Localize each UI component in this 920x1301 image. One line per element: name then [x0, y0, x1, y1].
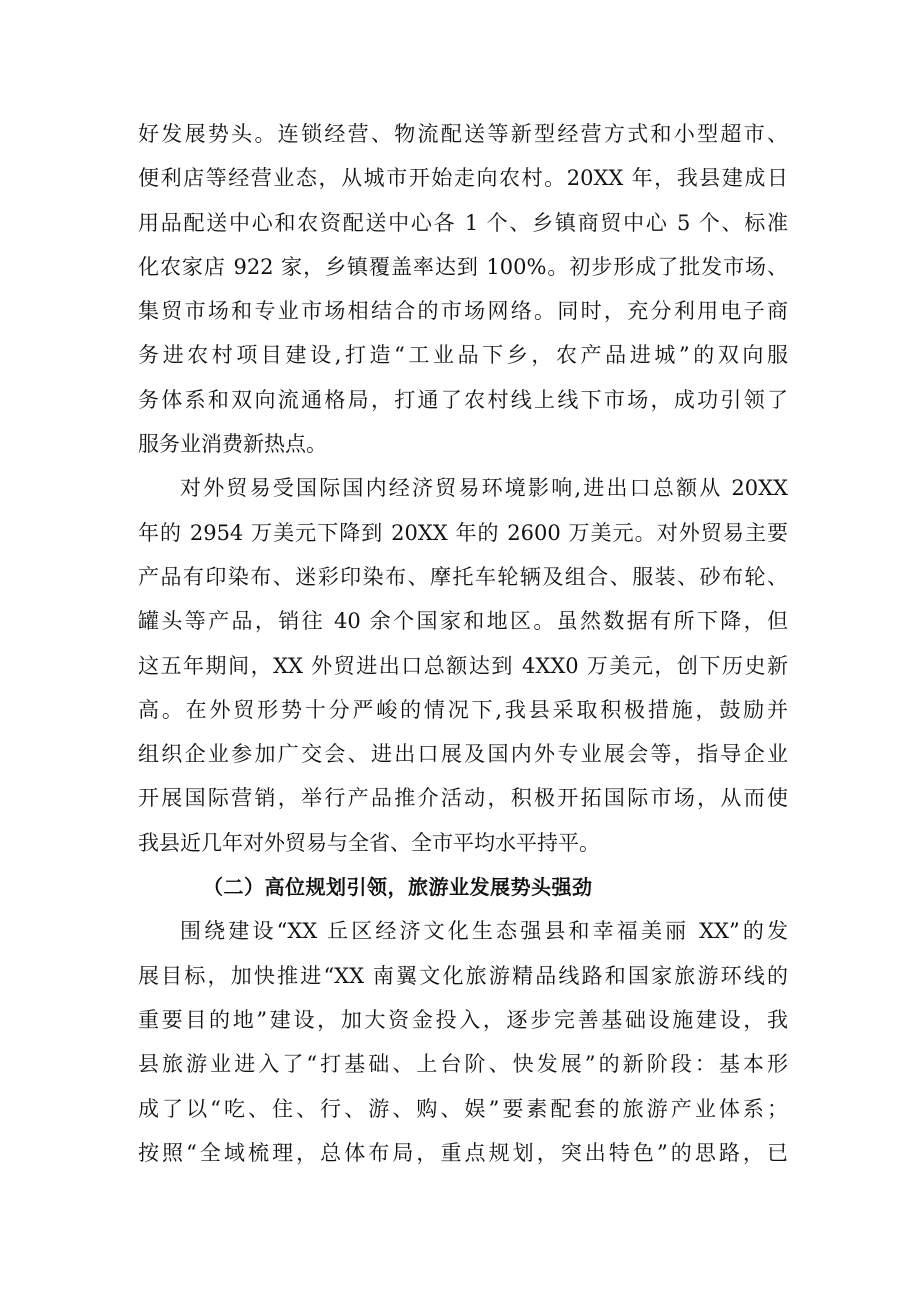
paragraph-foreign-trade [138, 466, 788, 865]
text-line: 重要目的地”建设，加大资金投入，逐步完善基础设施建设，我 [138, 1007, 788, 1032]
text-line: 服务业消费新热点。 [138, 432, 327, 457]
text-line: 围绕建设“XX 丘区经济文化生态强县和幸福美丽 XX”的发 [180, 919, 788, 944]
paragraph-tourism [138, 909, 788, 1175]
text-line: 产品有印染布、迷彩印染布、摩托车轮辆及组合、服装、砂布轮、 [138, 564, 788, 589]
text-line: 高。在外贸形势十分严峻的情况下,我县采取积极措施，鼓励并 [138, 697, 788, 722]
text-line: 按照“全域梳理，总体布局，重点规划，突出特色”的思路，已 [138, 1140, 788, 1165]
text-line: 展目标，加快推进“XX 南翼文化旅游精品线路和国家旅游环线的 [138, 963, 788, 988]
text-line: 化农家店 922 家，乡镇覆盖率达到 100%。初步形成了批发市场、 [138, 254, 788, 279]
text-line: 集贸市场和专业市场相结合的市场网络。同时，充分利用电子商 [138, 299, 788, 324]
text-line: 用品配送中心和农资配送中心各 1 个、乡镇商贸中心 5 个、标准 [138, 210, 788, 235]
text-line: 务体系和双向流通格局，打通了农村线上线下市场，成功引领了 [138, 387, 788, 412]
text-line: 便利店等经营业态，从城市开始走向农村。20XX 年，我县建成日 [138, 166, 788, 191]
text-line: 罐头等产品，销往 40 余个国家和地区。虽然数据有所下降，但 [138, 609, 788, 634]
paragraph-commerce [138, 112, 788, 466]
section-heading: （二）高位规划引领，旅游业发展势头强劲 [203, 875, 593, 900]
text-line: 成了以“吃、住、行、游、购、娱”要素配套的旅游产业体系； [138, 1096, 788, 1121]
text-line: 好发展势头。连锁经营、物流配送等新型经营方式和小型超市、 [138, 122, 788, 146]
text-line: 组织企业参加广交会、进出口展及国内外专业展会等，指导企业 [138, 742, 788, 767]
text-line: 县旅游业进入了“打基础、上台阶、快发展”的新阶段：基本形 [138, 1052, 788, 1077]
text-line: 对外贸易受国际国内经济贸易环境影响,进出口总额从 20XX [180, 476, 788, 501]
text-line: 开展国际营销，举行产品推介活动，积极开拓国际市场，从而使 [138, 786, 788, 811]
text-line: 务进农村项目建设,打造“工业品下乡，农产品进城”的双向服 [138, 343, 788, 368]
text-line: 我县近几年对外贸易与全省、全市平均水平持平。 [138, 830, 600, 855]
document-body [138, 112, 788, 1175]
text-line: 年的 2954 万美元下降到 20XX 年的 2600 万美元。对外贸易主要 [138, 520, 788, 545]
text-line: 这五年期间，XX 外贸进出口总额达到 4XX0 万美元，创下历史新 [138, 653, 788, 678]
